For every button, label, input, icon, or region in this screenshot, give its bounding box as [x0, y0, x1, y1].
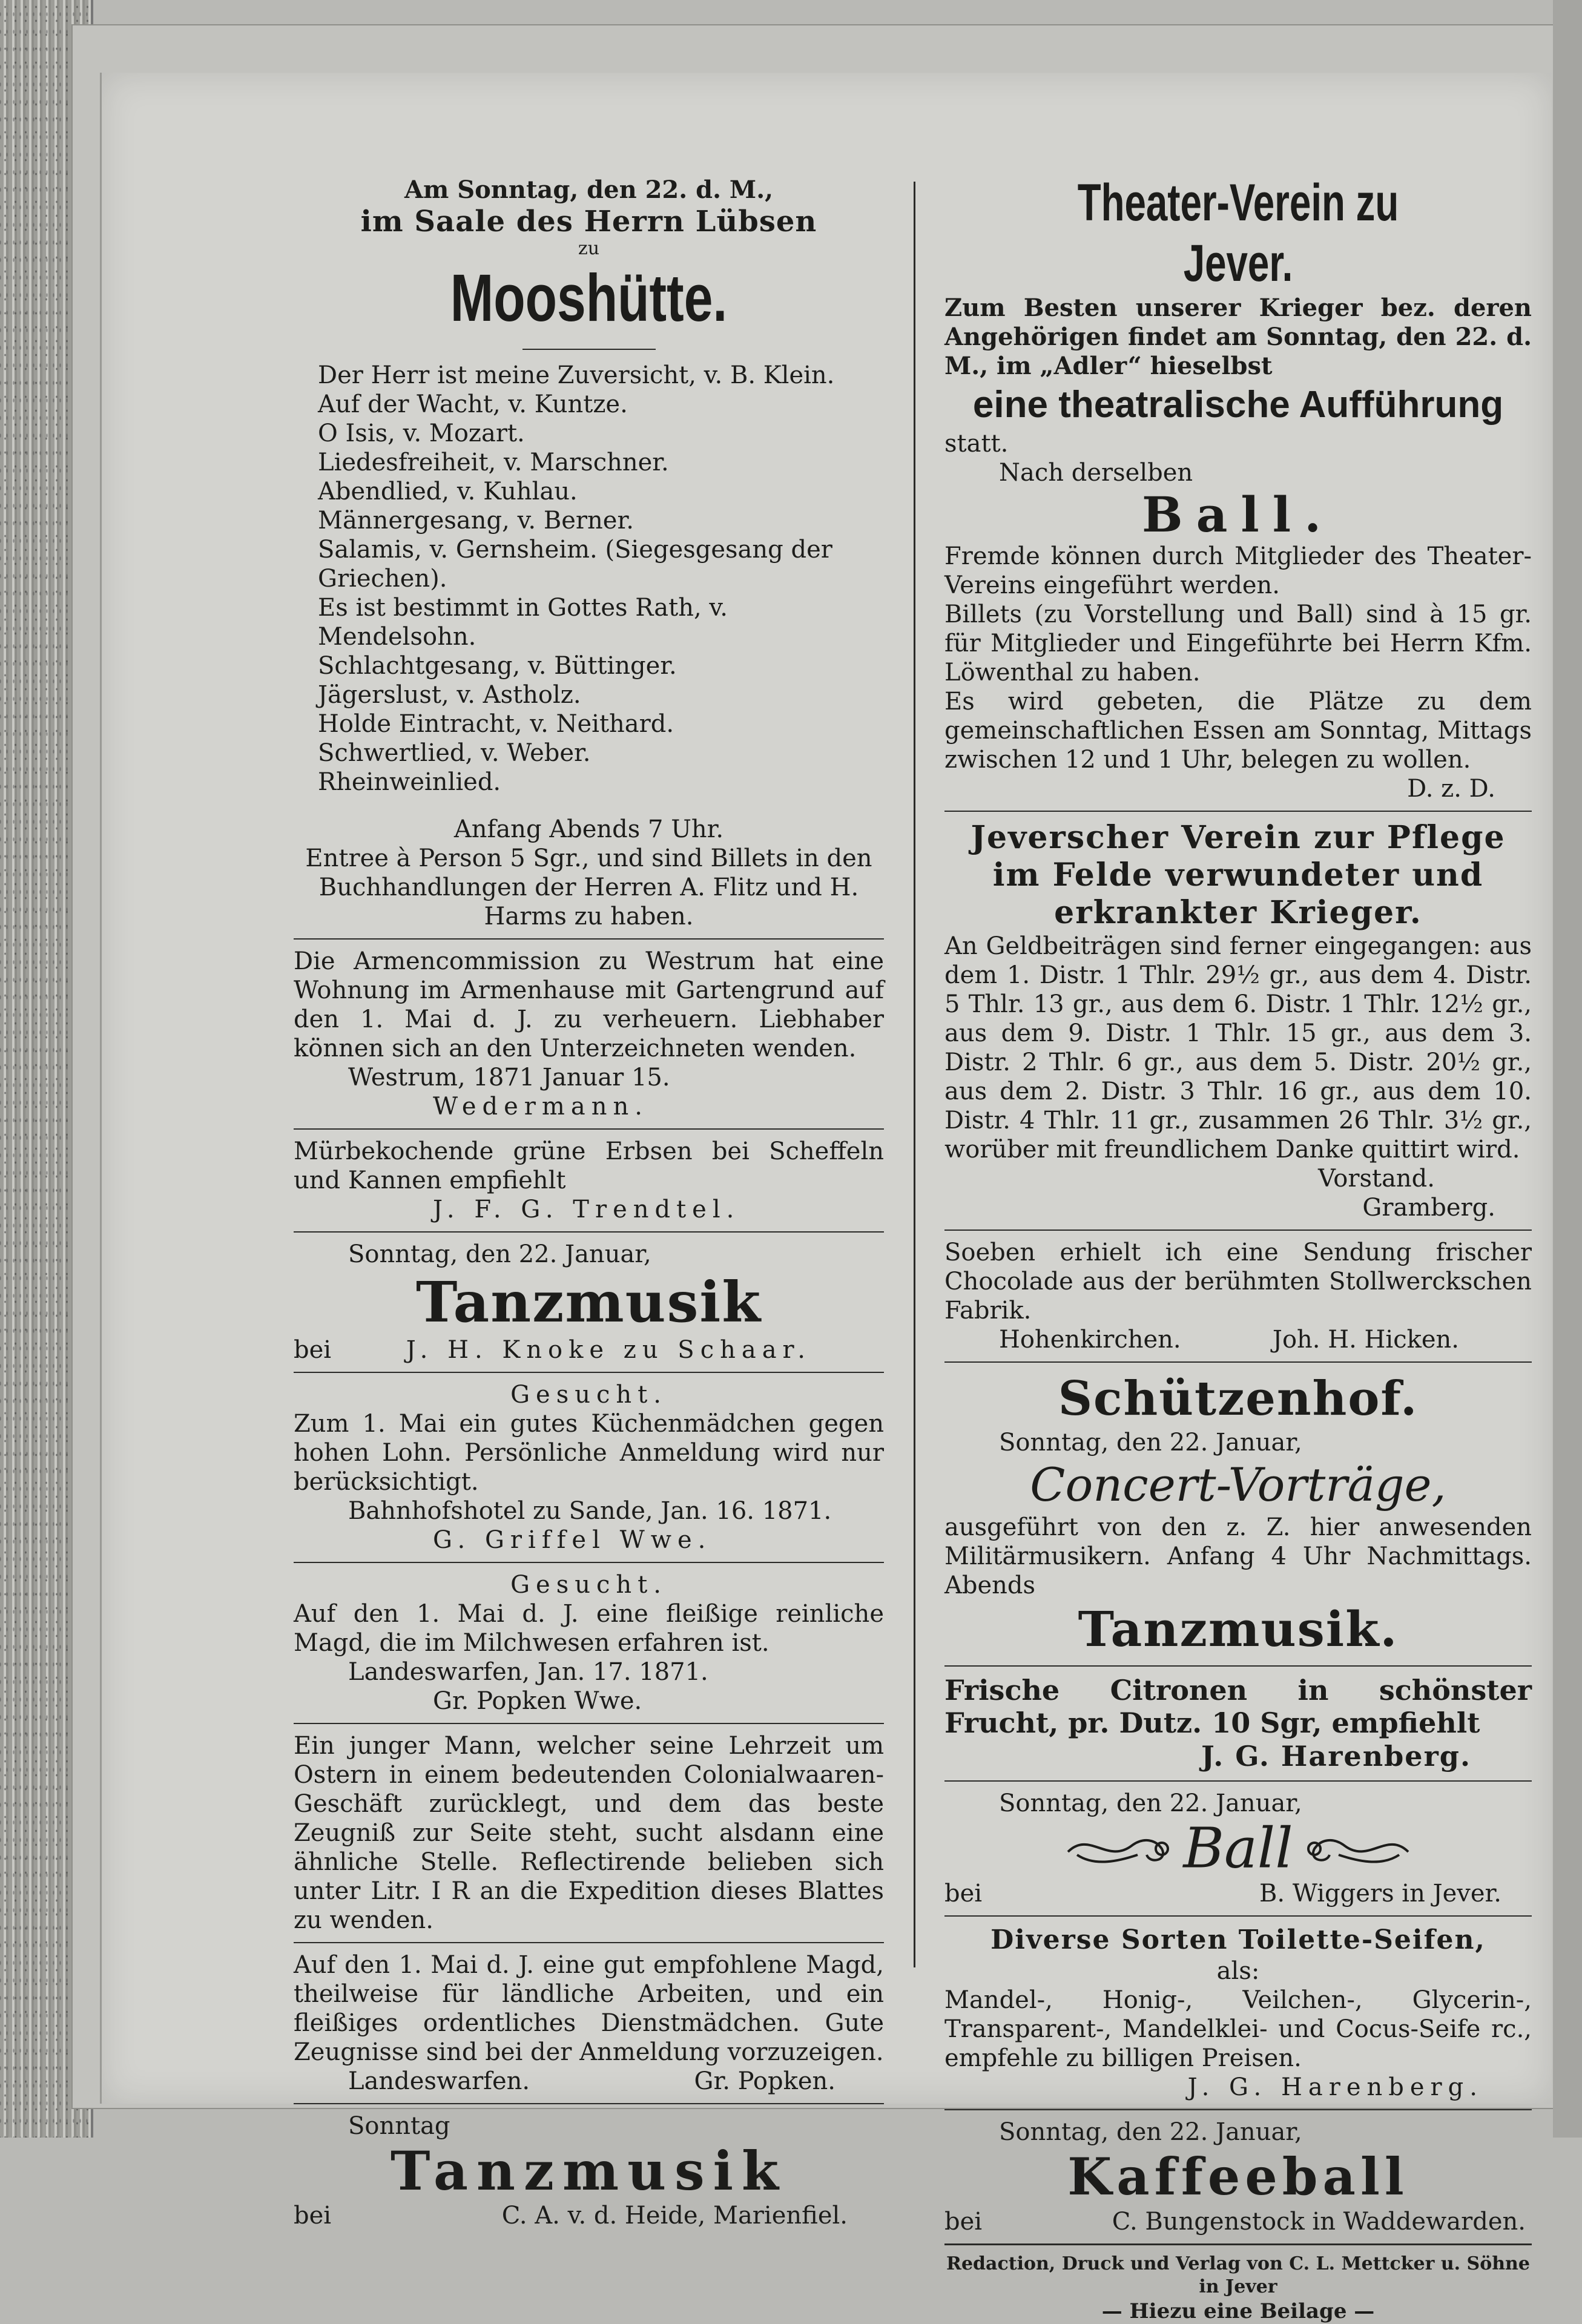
ad-line: Nach derselben — [999, 459, 1193, 487]
ad-big-line: eine theatralische Aufführung — [972, 384, 1504, 426]
ad-title: Diverse Sorten Toilette-Seifen, — [990, 1924, 1486, 1955]
ad-title: Tanzmusik — [390, 2139, 788, 2202]
ad-concert: Concert-Vorträge, — [1030, 1458, 1446, 1512]
ad-citronen — [944, 1674, 1532, 1773]
right-column — [944, 173, 1532, 2324]
divider-rule — [944, 2243, 1532, 2245]
ad-line: Am Sonntag, den 22. d. M., — [404, 176, 774, 204]
ad-line: als: — [1216, 1957, 1260, 1985]
ad-verein-krieger — [944, 819, 1532, 1222]
divider-rule — [294, 1128, 884, 1130]
divider-rule — [294, 1372, 884, 1373]
ad-text: Zum 1. Mai ein gutes Küchenmädchen gegen hohen Lohn. Persönliche Anmeldung wird nur berücksichtigt. — [294, 1410, 884, 1496]
left-flourish-ornament — [1065, 1828, 1180, 1870]
ad-entree: Entree à Person 5 Sgr., und sind Billets in den Buchhandlungen der Herren A. Flitz und H. Harms zu haben. — [305, 844, 872, 930]
song-item: Männergesang, v. Berner. — [318, 507, 634, 535]
ad-line: Vorstand. — [1318, 1165, 1435, 1193]
ad-text: ausgeführt von den z. Z. hier anwesenden Militärmusikern. Anfang 4 Uhr Nachmittags. Abends — [944, 1513, 1532, 1599]
ad-title: Kaffeeball — [1067, 2146, 1409, 2207]
ad-place: Westrum, 1871 Januar 15. — [348, 1064, 670, 1091]
ad-title: Tanzmusik — [415, 1269, 762, 1335]
ad-host: C. A. v. d. Heide, Marienfiel. — [501, 2202, 848, 2230]
ad-text: Soeben erhielt ich eine Sendung frischer Chocolade aus der berühmten Stollwerckschen Fabrik. — [944, 1239, 1532, 1325]
ad-bei: bei — [944, 1879, 983, 1908]
ad-signature: J. G. Harenberg. — [1187, 2073, 1483, 2101]
ad-title: Mooshütte. — [450, 261, 728, 335]
divider-rule — [944, 811, 1532, 812]
ad-signature: Gr. Popken Wwe. — [433, 1687, 642, 1715]
song-item: O Isis, v. Mozart. — [318, 420, 525, 447]
song-item: Auf der Wacht, v. Kuntze. — [318, 390, 628, 418]
ad-place: Hohenkirchen. — [999, 1326, 1181, 1354]
ad-ball-wiggers — [944, 1789, 1532, 1908]
imprint-line: Redaction, Druck und Verlag von C. L. Mettcker u. Söhne in Jever — [946, 2253, 1530, 2297]
divider-rule — [944, 1361, 1532, 1363]
divider-rule — [944, 2109, 1532, 2110]
divider-rule — [294, 1723, 884, 1724]
divider-rule — [294, 1942, 884, 1943]
ad-host: J. H. Knoke zu Schaar. — [406, 1336, 811, 1364]
ad-signature: J. F. G. Trendtel. — [433, 1196, 740, 1223]
ad-tanzmusik-schaar — [294, 1240, 884, 1364]
ad-signature: D. z. D. — [1407, 775, 1495, 803]
ad-text: Ein junger Mann, welcher seine Lehrzeit um Ostern in einem bedeutenden Colonialwaaren-Geschäft zurücklegt, und dem das beste Zeugniß zur Seite steht, sucht alsdann eine ähnliche Stelle. Reflectirende belieben sich unter Litr. I R an die Expedition dieses Blattes zu wenden. — [294, 1732, 884, 1934]
song-item: Der Herr ist meine Zuversicht, v. B. Klein. — [318, 361, 835, 389]
ad-text: Frische Citronen in schönster Frucht, pr. Dutz. 10 Sgr, empfiehlt — [944, 1674, 1532, 1739]
song-item: Jägerslust, v. Astholz. — [318, 681, 581, 709]
ad-line: statt. — [944, 430, 1009, 458]
ad-mooshuette — [294, 176, 884, 931]
ad-theater-verein — [944, 173, 1532, 803]
column-divider — [914, 182, 915, 1967]
imprint-beilage: — Hiezu eine Beilage — — [1101, 2299, 1375, 2323]
ad-text: Es wird gebeten, die Plätze zu dem gemeinschaftlichen Essen am Sonntag, Mittags zwischen 12 und 1 Uhr, belegen zu wollen. — [944, 688, 1532, 774]
right-page-edge — [1553, 0, 1582, 2138]
ad-title: Jeverscher Verein zur Pflege im Felde verwundeter und erkrankter Krieger. — [971, 819, 1506, 931]
ad-kaffeeball — [944, 2118, 1532, 2236]
ad-title: Theater-Verein zu Jever. — [1077, 174, 1399, 292]
ad-signature: Gr. Popken. — [694, 2067, 835, 2095]
ad-text: Mürbekochende grüne Erbsen bei Scheffeln und Kannen empfiehlt — [294, 1137, 884, 1194]
ad-text: Fremde können durch Mitglieder des Theater-Vereins eingeführt werden. — [944, 542, 1532, 599]
ad-place: Landeswarfen. — [348, 2067, 530, 2095]
ad-lehrling — [294, 1731, 884, 1935]
divider-rule — [522, 349, 656, 350]
ad-signature: Gramberg. — [1362, 1194, 1495, 1222]
ad-date: Sonntag, den 22. Januar, — [999, 2118, 1302, 2146]
ad-bei: bei — [944, 2207, 983, 2236]
song-item: Schlachtgesang, v. Büttinger. — [318, 652, 677, 680]
ad-line: im Saale des Herrn Lübsen — [360, 205, 817, 239]
left-column — [294, 176, 884, 2230]
imprint — [944, 2253, 1532, 2324]
song-item: Es ist bestimmt in Gottes Rath, v. Mendelsohn. — [318, 594, 728, 651]
ad-heading: Gesucht. — [510, 1571, 667, 1599]
ad-schuetzenhof — [944, 1370, 1532, 1658]
ad-place: Bahnhofshotel zu Sande, Jan. 16. 1871. — [348, 1497, 832, 1525]
ad-magd — [294, 1950, 884, 2096]
ad-signature: Joh. H. Hicken. — [1272, 1326, 1459, 1354]
ad-text: Mandel-, Honig-, Veilchen-, Glycerin-, Transparent-, Mandelklei- und Cocus-Seife rc., empfehle zu billigen Preisen. — [944, 1986, 1532, 2072]
ad-text: An Geldbeiträgen sind ferner eingegangen: aus dem 1. Distr. 1 Thlr. 29½ gr., aus dem 4. Distr. 5 Thlr. 13 gr., aus dem 6. Distr. 1 Thlr. 12½ gr., aus dem 9. Distr. 1 Thlr. 15 gr., aus dem 3. Distr. 2 Thlr. 6 gr., aus dem 5. Distr. 20½ gr., aus dem 2. Distr. 3 Thlr. 16 gr., aus dem 10. Distr. 4 Thlr. 11 gr., zusammen 26 Thlr. 3½ gr., worüber mit freundlichem Danke quittirt wird. — [944, 932, 1532, 1164]
divider-rule — [944, 1915, 1532, 1917]
ad-gesucht-sande — [294, 1380, 884, 1555]
song-item: Abendlied, v. Kuhlau. — [318, 478, 578, 505]
song-item: Rheinweinlied. — [318, 768, 501, 796]
ad-date: Sonntag, den 22. Januar, — [999, 1429, 1302, 1457]
song-item: Salamis, v. Gernsheim. (Siegesgesang der Griechen). — [318, 536, 832, 593]
song-item: Liedesfreiheit, v. Marschner. — [318, 449, 669, 476]
ad-text: Auf den 1. Mai d. J. eine fleißige reinliche Magd, die im Milchwesen erfahren ist. — [294, 1600, 884, 1657]
divider-rule — [944, 1780, 1532, 1782]
ad-text: Auf den 1. Mai d. J. eine gut empfohlene Magd, theilweise für ländliche Arbeiten, und ein fleißiges ordentliches Dienstmädchen. Gute Zeugnisse sind bei der Anmeldung vorzuzeigen. — [294, 1951, 884, 2066]
song-item: Schwertlied, v. Weber. — [318, 739, 591, 767]
ad-ball-heading: Ball. — [1141, 486, 1335, 543]
ad-erbsen — [294, 1137, 884, 1224]
song-list — [294, 361, 884, 797]
divider-rule — [294, 1562, 884, 1563]
ad-host: B. Wiggers in Jever. — [1259, 1879, 1501, 1908]
song-item: Holde Eintracht, v. Neithard. — [318, 710, 674, 738]
ad-title: Schützenhof. — [1058, 1371, 1419, 1426]
divider-rule — [294, 2103, 884, 2104]
ad-host: C. Bungenstock in Waddewarden. — [1112, 2207, 1526, 2236]
ad-tanzmusik: Tanzmusik. — [1078, 1601, 1399, 1657]
ad-text: Die Armencommission zu Westrum hat eine Wohnung im Armenhause mit Gartengrund auf den 1. Mai d. J. zu verheuern. Liebhaber können sich an den Unterzeichneten wenden. — [294, 947, 884, 1062]
divider-rule — [294, 1231, 884, 1233]
ad-place: Landeswarfen, Jan. 17. 1871. — [348, 1658, 708, 1686]
ad-heading: Gesucht. — [510, 1381, 667, 1409]
ad-chocolade — [944, 1238, 1532, 1354]
ad-start-time: Anfang Abends 7 Uhr. — [453, 815, 724, 843]
divider-rule — [944, 1665, 1532, 1667]
ad-bei: bei — [294, 2202, 332, 2230]
ad-toilette-seifen — [944, 1924, 1532, 2102]
ad-bei: bei — [294, 1336, 332, 1364]
divider-rule — [944, 1229, 1532, 1231]
ad-title: Ball — [1183, 1815, 1293, 1881]
ad-signature: J. G. Harenberg. — [1201, 1740, 1471, 1773]
ad-armencommission — [294, 947, 884, 1121]
ad-text: Zum Besten unserer Krieger bez. deren Angehörigen findet am Sonntag, den 22. d. M., im „Adler“ hieselbst — [944, 294, 1532, 380]
divider-rule — [294, 938, 884, 940]
ad-date: Sonntag, den 22. Januar, — [348, 1240, 651, 1268]
right-flourish-ornament — [1296, 1828, 1411, 1870]
ad-line: zu — [578, 238, 600, 259]
ad-tanzmusik-marienfiel — [294, 2112, 884, 2230]
ad-gesucht-landeswarfen — [294, 1570, 884, 1716]
ad-date: Sonntag — [348, 2112, 450, 2140]
ad-text: Billets (zu Vorstellung und Ball) sind à 15 gr. für Mitglieder und Eingeführte bei Herrn Kfm. Löwenthal zu haben. — [944, 601, 1532, 686]
ad-date: Sonntag, den 22. Januar, — [999, 1789, 1302, 1817]
ad-signature: Wedermann. — [433, 1093, 648, 1121]
ad-signature: G. Griffel Wwe. — [433, 1526, 712, 1554]
